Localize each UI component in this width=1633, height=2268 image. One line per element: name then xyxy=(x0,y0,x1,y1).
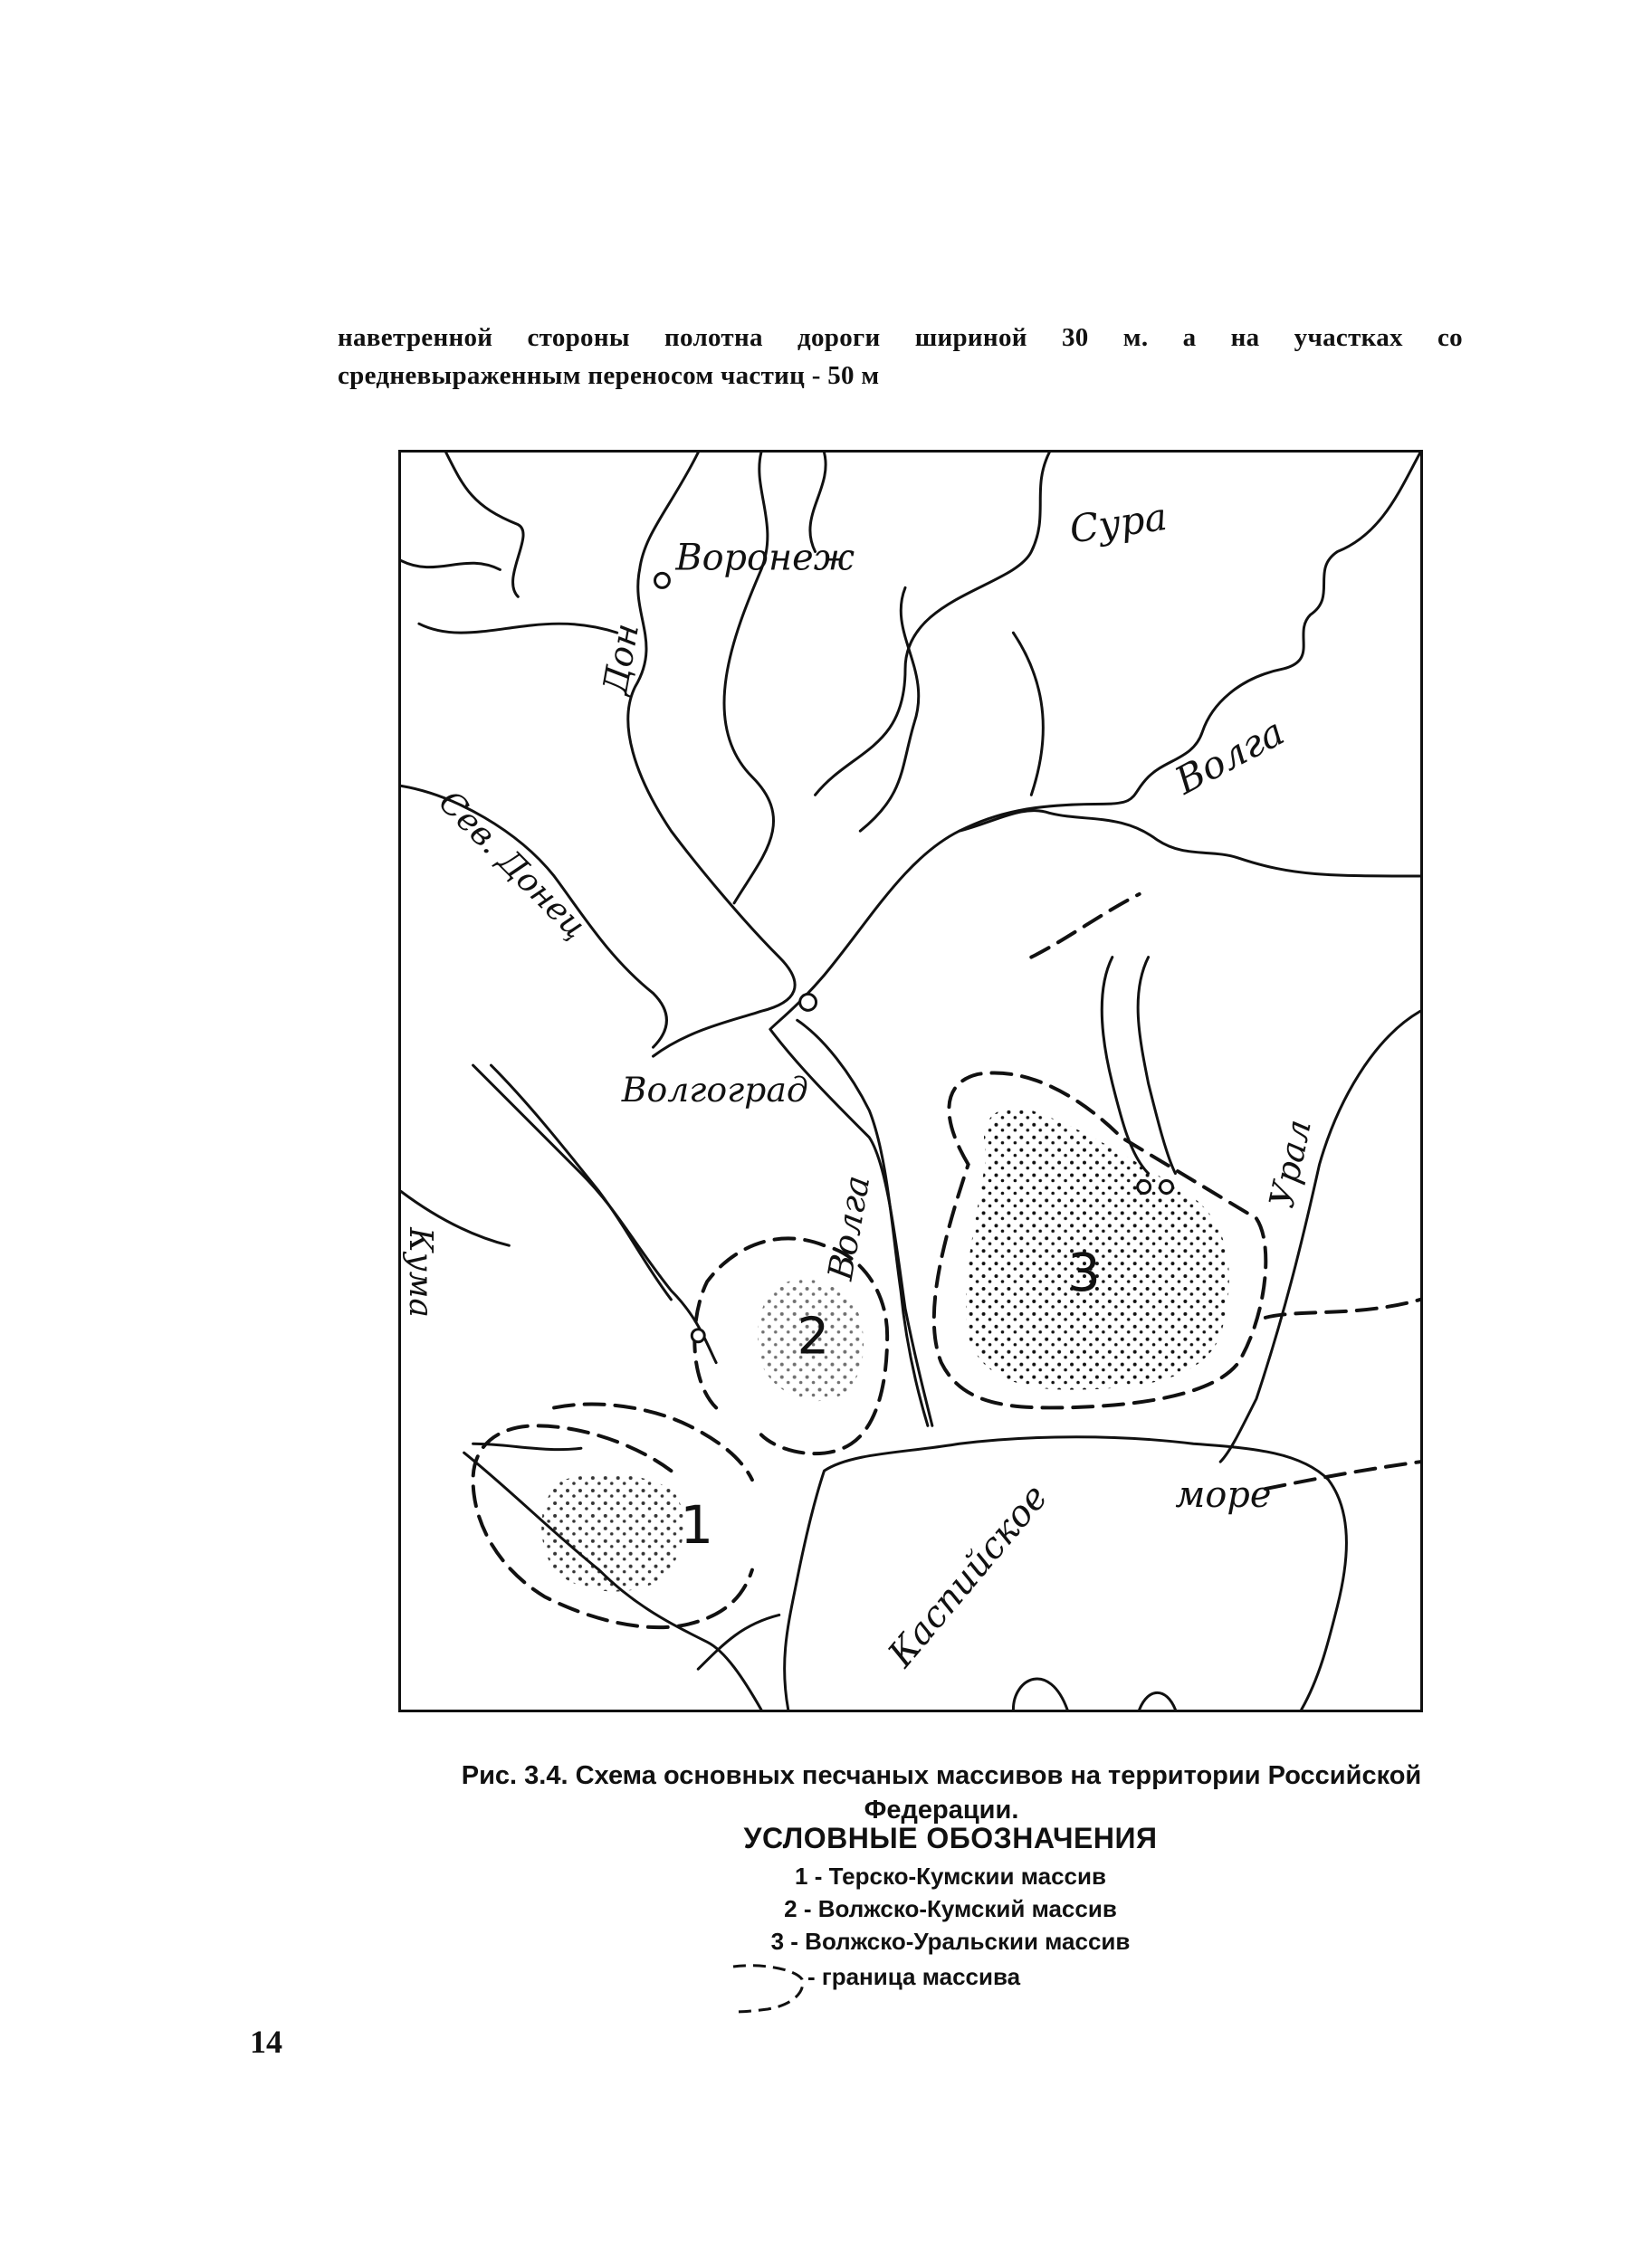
page-number: 14 xyxy=(250,2024,282,2060)
river-north-7 xyxy=(860,587,918,831)
voronezh-marker xyxy=(655,573,670,587)
label-voronezh: Воронеж xyxy=(675,537,855,579)
north-dashed xyxy=(1031,894,1139,958)
volga-branch xyxy=(960,811,1420,876)
east-dashed-2 xyxy=(1265,1462,1420,1489)
label-caspian-1: Каспийское xyxy=(880,1476,1056,1675)
coast-east xyxy=(1013,1679,1067,1710)
label-ural: Урал xyxy=(1261,1116,1319,1212)
coast-bay xyxy=(698,1615,779,1669)
label-massif-3: 3 xyxy=(1067,1241,1101,1304)
paragraph-line-1: наветренной стороны полотна дороги шириной 30 м. а на участках со xyxy=(338,323,1463,352)
paragraph-line-2: средневыраженным переносом частиц - 50 м xyxy=(338,361,880,390)
label-sura: Сура xyxy=(1066,493,1170,552)
legend-boundary-entry xyxy=(731,1959,1202,2023)
river-sev-donets xyxy=(401,783,666,1047)
delta-marker-1 xyxy=(692,1329,704,1342)
label-volga-south: Волга xyxy=(819,1172,878,1283)
legend-item-1: 1 - Терско-Кумскии массив xyxy=(795,1863,1106,1890)
river-north-6 xyxy=(816,453,1050,795)
label-caspian-2: море xyxy=(1175,1473,1272,1516)
label-don: Дон xyxy=(595,620,647,698)
river-north-8 xyxy=(1013,633,1043,795)
legend-list xyxy=(634,1860,1267,1958)
label-kuma: Кума xyxy=(401,1227,439,1318)
label-massif-2: 2 xyxy=(797,1307,830,1367)
figure-caption xyxy=(435,1758,1448,1827)
river-north-3 xyxy=(419,624,617,633)
body-paragraph xyxy=(338,319,1463,395)
river-north-2 xyxy=(446,453,523,596)
kuma-river-2 xyxy=(473,1065,717,1363)
caption-line-1: Рис. 3.4. Схема основных песчаных массивов на территории Российской xyxy=(461,1761,1422,1790)
river-north-5 xyxy=(724,453,774,903)
river-north-1 xyxy=(401,560,500,569)
east-dashed-1 xyxy=(1265,1300,1420,1318)
coast-east-2 xyxy=(1140,1692,1176,1710)
legend-item-2: 2 - Волжско-Кумский массив xyxy=(784,1895,1117,1922)
label-massif-1: 1 xyxy=(680,1493,714,1556)
dashed-boundary-icon xyxy=(731,1959,813,2023)
coast-west-river xyxy=(473,1444,581,1449)
volgograd-marker xyxy=(800,994,816,1010)
legend-boundary-label: - граница массива xyxy=(807,1963,1021,1990)
map-drawing xyxy=(401,453,1420,1710)
legend-title: УСЛОВНЫЕ ОБОЗНАЧЕНИЯ xyxy=(743,1822,1158,1854)
ural-marker-1 xyxy=(1138,1181,1151,1194)
ural-river xyxy=(1220,1011,1420,1462)
ural-marker-2 xyxy=(1160,1181,1173,1194)
label-volga-north: Волга xyxy=(1168,709,1292,804)
massif-1-sand xyxy=(541,1474,683,1592)
ural-tributary-2 xyxy=(1138,958,1175,1174)
legend-item-3: 3 - Волжско-Уральскии массив xyxy=(770,1928,1131,1955)
massif-1-boundary-2 xyxy=(554,1405,752,1481)
label-volgograd: Волгоград xyxy=(621,1069,808,1110)
sand-massifs-map xyxy=(398,450,1423,1712)
label-sev-donets: Сев. Донец xyxy=(431,783,594,947)
caption-line-2: Федерации. xyxy=(864,1796,1019,1825)
